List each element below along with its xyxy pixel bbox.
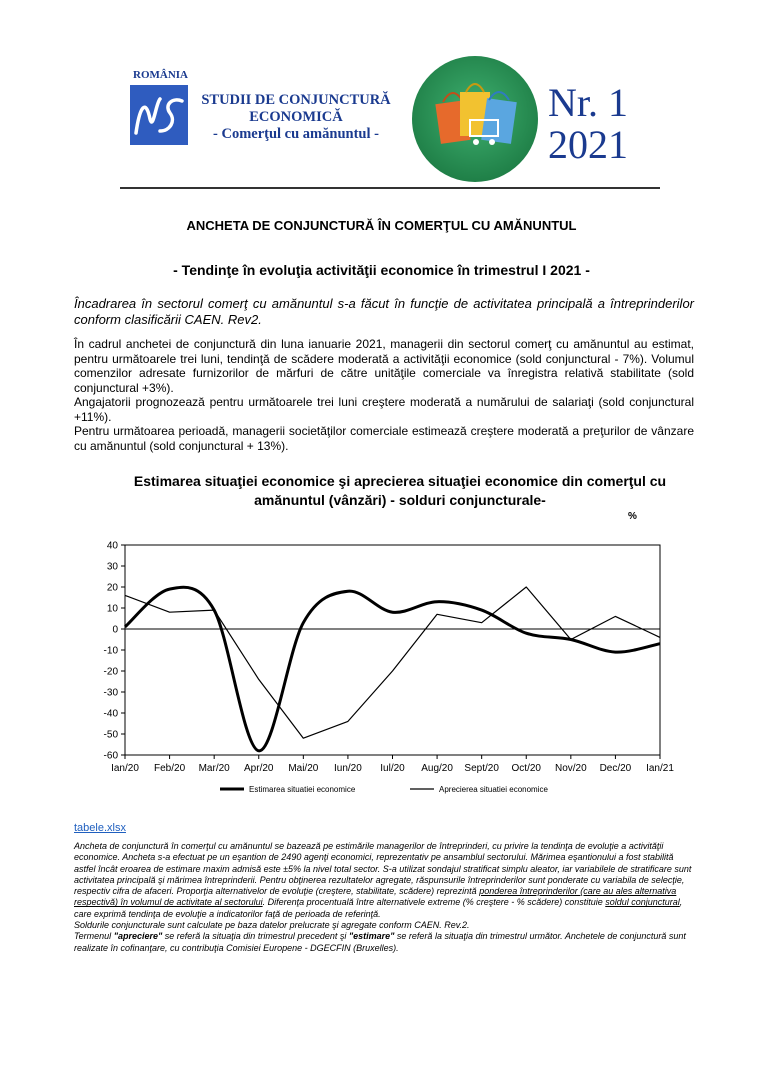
y-tick-label: -50 (103, 729, 118, 741)
x-tick-label: Ian/21 (646, 763, 674, 774)
x-tick-label: Feb/20 (154, 763, 186, 774)
shopping-bags-emblem (410, 54, 540, 184)
y-tick-label: -40 (103, 708, 118, 720)
line-chart (80, 530, 700, 800)
issue-label: Nr. 1 (548, 80, 628, 125)
notes-text: . Diferenţa procentuală între alternativele extreme (% creştere - % scădere) constituie (262, 897, 606, 908)
x-tick-label: Mai/20 (288, 763, 319, 774)
x-tick-label: Dec/20 (599, 763, 632, 774)
notes-paragraph-1 (74, 841, 696, 920)
y-tick-label: 40 (106, 540, 118, 552)
legend-label-2: Aprecierea situatiei economice (439, 785, 548, 794)
country-label: ROMÂNIA (133, 69, 188, 81)
issue-number (548, 82, 628, 166)
series-line-1 (125, 587, 660, 751)
paragraph-3: Pentru următoarea perioadă, managerii societăţilor comerciale estimează creştere moderată a preţurilor de vânzare cu amănuntul (sold conjunctural + 13%). (74, 424, 694, 453)
intro-text: Încadrarea în sectorul comerţ cu amănuntul s-a făcut în funcţie de activitatea principală a întreprinderilor conform clasificării CAEN. Rev2. (74, 296, 694, 327)
publication-name (191, 92, 401, 143)
page-subtitle: - Tendinţe în evoluţia activităţii economice în trimestrul I 2021 - (173, 262, 590, 278)
ns-logo (130, 85, 188, 145)
x-tick-label: Mar/20 (198, 763, 230, 774)
y-tick-label: 10 (106, 603, 118, 615)
page-title: ANCHETA DE CONJUNCTURĂ ÎN COMERŢUL CU AMĂNUNTUL (186, 218, 577, 233)
x-tick-label: Iun/20 (334, 763, 362, 774)
plot-frame (125, 545, 660, 755)
x-tick-label: Sept/20 (464, 763, 499, 774)
header-divider (120, 187, 660, 189)
publication-line-2: ECONOMICĂ (249, 109, 343, 125)
publication-line-3: - Comerţul cu amănuntul - (213, 126, 379, 142)
shopping-bags-icon (410, 54, 540, 184)
notes-bold: "estimare" (348, 931, 395, 942)
chart-unit: % (628, 511, 637, 522)
issue-year: 2021 (548, 122, 628, 167)
x-tick-label: Apr/20 (244, 763, 274, 774)
x-tick-label: Nov/20 (554, 763, 587, 774)
y-tick-label: 30 (106, 561, 118, 573)
ns-logo-mark-icon (130, 85, 188, 145)
notes-underlined: soldul conjunctural (605, 897, 680, 908)
notes-text: se referă la situaţia din trimestrul următor. Anchetele de conjunctură sunt realizate în cofinanţare, cu contribuţia Comisiei Europene - DGECFIN (Bruxelles). (74, 931, 686, 953)
notes-paragraph-3 (74, 931, 696, 954)
x-tick-label: Oct/20 (511, 763, 541, 774)
x-tick-label: Aug/20 (421, 763, 453, 774)
y-tick-label: -10 (103, 645, 118, 657)
chart-title: Estimarea situaţiei economice şi aprecierea situaţiei economice din comerţul cu amănuntul (vânzări) - solduri conjuncturale- (133, 473, 667, 508)
header (125, 52, 645, 192)
y-tick-label: -30 (103, 687, 118, 699)
notes-underlined: ponderea întreprinderilor (care au ales alternativa respectivă) în volumul de activitate al sectorului (74, 886, 677, 908)
x-tick-label: Ian/20 (111, 763, 139, 774)
publication-line-1: STUDII DE CONJUNCTURĂ (201, 92, 391, 108)
notes-bold: "apreciere" (113, 931, 163, 942)
series-line-2 (125, 587, 660, 738)
y-tick-label: 0 (112, 624, 118, 636)
y-tick-label: 20 (106, 582, 118, 594)
notes-text: Termenul (74, 931, 114, 942)
notes-text: Ancheta de conjunctură în comerţul cu amănuntul se bazează pe estimările managerilor de întreprinderi, cu privire la tendinţa de evoluţie a activităţii economice. Ancheta s-a efectuat pe un eşantion de 2490 agenţi economici, reprezentativ pe ansamblul sectorului. Mărimea eşantionului a fost stabilită astfel încât eroarea de estimare maxim admisă este ±5% la nivel total sector. S-a utilizat sondajul stratificat simplu aleator, iar variabilele de stratificare sunt activitatea principală şi mărimea întreprinderii. Pentru obţinerea rezultatelor agregate, răspunsurile întreprinderilor sunt ponderate cu variabila de selecţie, respectiv cifra de afaceri. Proporţia alternativelor de evoluţie (creştere, stabilitate, scădere) reprezintă (74, 841, 692, 897)
paragraph-1: În cadrul anchetei de conjunctură din luna ianuarie 2021, managerii din sectorul comerţ cu amănuntul au estimat, pentru următoarele trei luni, tendinţă de scădere moderată a activităţii economice (sold conjunctural - 7%). Volumul comenzilor adresate furnizorilor de mărfuri de către unităţile comerciale va înregistra relativă stabilitate (sold conjunctural +3%). (74, 337, 694, 395)
tables-link[interactable]: tabele.xlsx (74, 822, 126, 834)
legend-label-1: Estimarea situatiei economice (249, 785, 356, 794)
notes-text: se referă la situaţia din trimestrul precedent şi (162, 931, 349, 942)
y-tick-label: -60 (103, 750, 118, 762)
methodology-notes (74, 841, 696, 954)
x-tick-label: Iul/20 (380, 763, 405, 774)
body-text (74, 337, 694, 453)
notes-paragraph-2: Soldurile conjuncturale sunt calculate pe baza datelor prelucrate şi agregate conform CAEN. Rev.2. (74, 920, 470, 931)
y-tick-label: -20 (103, 666, 118, 678)
paragraph-2: Angajatorii prognozează pentru următoarele trei luni creştere moderată a numărului de salariaţi (sold conjunctural +11%). (74, 395, 694, 424)
notes-text: , care exprimă tendinţa de evoluţie a indicatorilor faţă de perioada de referinţă. (74, 897, 683, 919)
